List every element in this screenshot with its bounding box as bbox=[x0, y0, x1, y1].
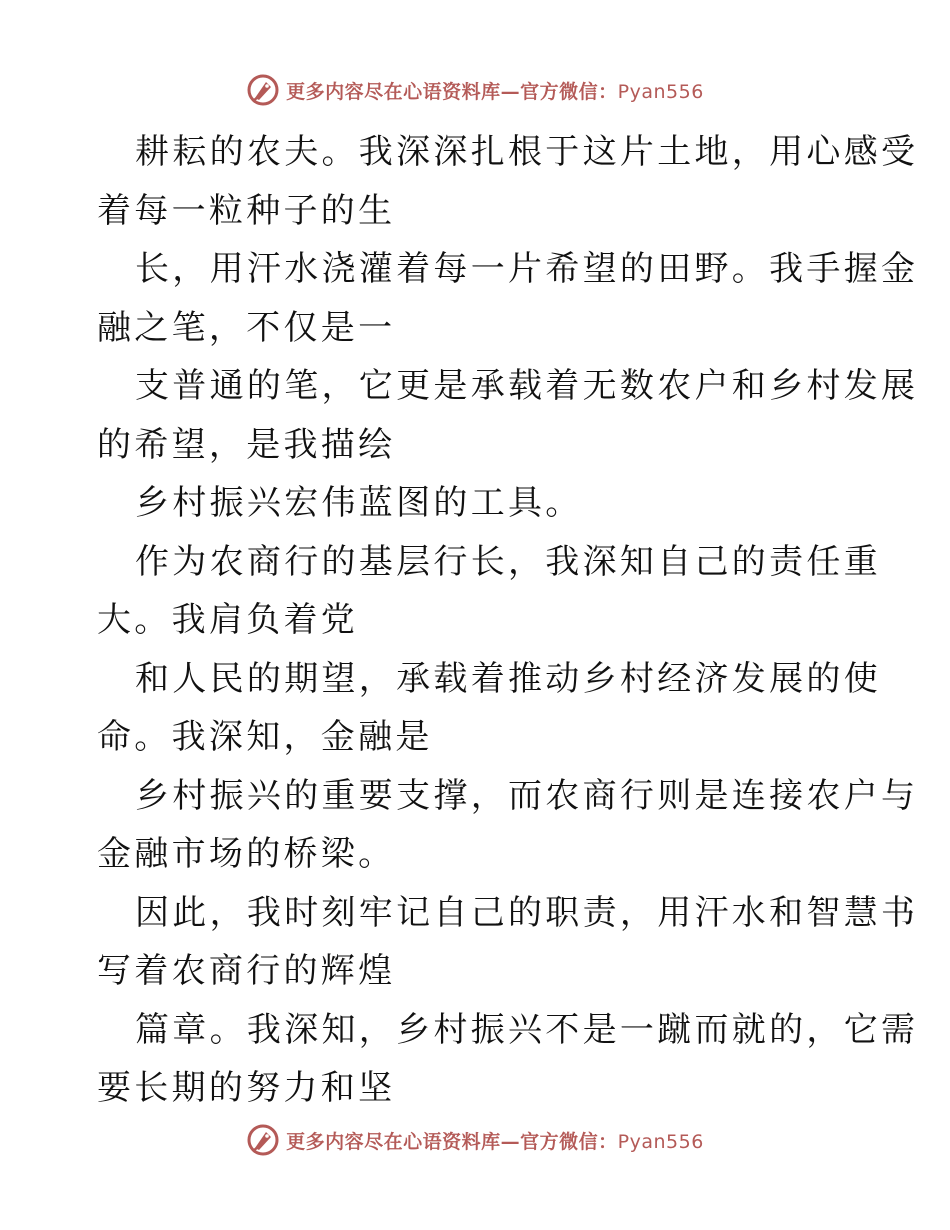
text-line: 长，用汗水浇灌着每一片希望的田野。我手握金 bbox=[135, 249, 919, 289]
text-line: 作为农商行的基层行长，我深知自己的责任重 bbox=[135, 541, 881, 582]
text-line: 篇章。我深知，乡村振兴不是一蹴而就的，它需 bbox=[135, 1009, 919, 1050]
document-body bbox=[97, 123, 919, 1118]
text-line: 乡村振兴宏伟蓝图的工具。 bbox=[135, 483, 583, 523]
pen-nib-seal-icon bbox=[246, 1123, 280, 1157]
text-line: 要长期的努力和坚 bbox=[97, 1068, 396, 1108]
text-line: 大。我肩负着党 bbox=[97, 600, 359, 640]
footer-banner-text: 更多内容尽在心语资料库—官方微信：Pyan556 bbox=[286, 1130, 704, 1153]
header-wechat-id: Pyan556 bbox=[617, 80, 704, 103]
header-banner-text: 更多内容尽在心语资料库—官方微信：Pyan556 bbox=[286, 80, 704, 103]
text-line: 的希望，是我描绘 bbox=[97, 424, 396, 465]
text-line: 耕耘的农夫。我深深扎根于这片土地，用心感受 bbox=[135, 132, 919, 172]
text-line: 乡村振兴的重要支撑，而农商行则是连接农户与 bbox=[135, 775, 919, 816]
text-line: 因此，我时刻牢记自己的职责，用汗水和智慧书 bbox=[135, 892, 919, 933]
text-line: 写着农商行的辉煌 bbox=[97, 951, 396, 991]
text-line: 支普通的笔，它更是承载着无数农户和乡村发展 bbox=[135, 366, 919, 406]
text-line: 和人民的期望，承载着推动乡村经济发展的使 bbox=[135, 658, 881, 699]
text-line: 融之笔，不仅是一 bbox=[97, 307, 396, 348]
text-line: 金融市场的桥梁。 bbox=[97, 834, 396, 874]
footer-banner bbox=[0, 1120, 950, 1160]
footer-wechat-id: Pyan556 bbox=[617, 1130, 704, 1153]
pen-nib-seal-icon bbox=[246, 73, 280, 107]
text-line: 着每一粒种子的生 bbox=[97, 190, 396, 231]
header-banner bbox=[0, 70, 950, 110]
text-line: 命。我深知，金融是 bbox=[97, 717, 433, 757]
